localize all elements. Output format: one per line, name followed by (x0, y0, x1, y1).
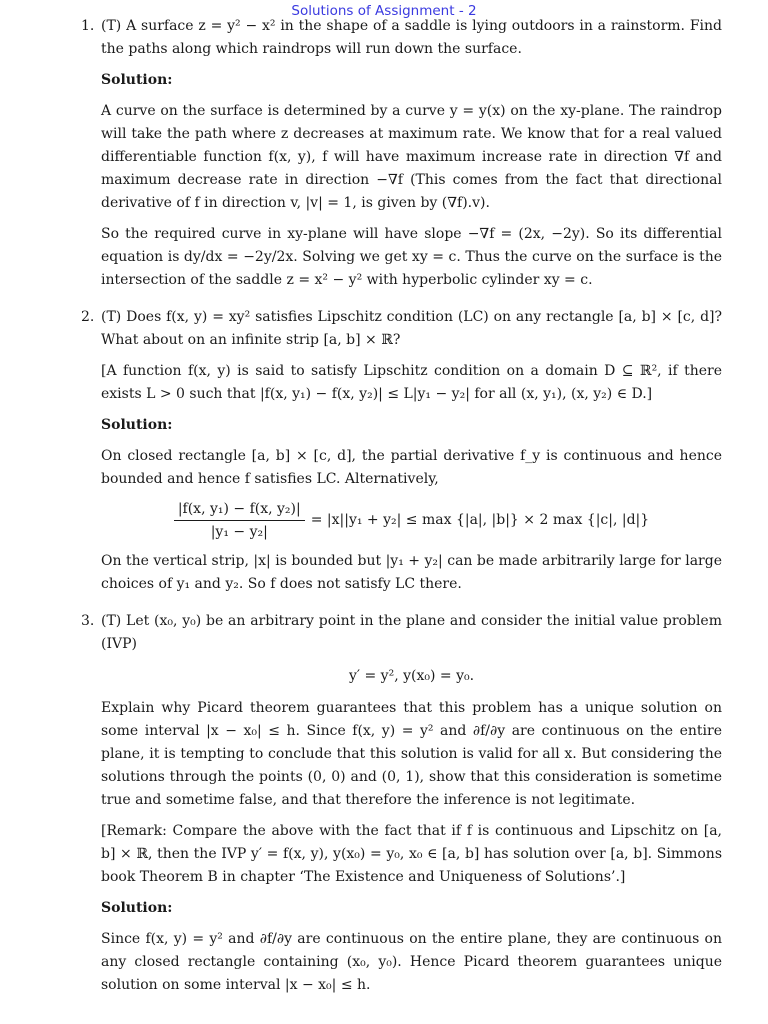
remark-note: [Remark: Compare the above with the fact that if f is continuous and Lipschitz on [a, b] × ℝ, then the IVP y′ = f(x, y), y(x₀) = y₀, x₀ ∈ [a, b] has solution over [a, b]. Simmons book Theorem B in chapter ‘The Existence and Uniqueness of Solutions’.] (101, 823, 722, 885)
problem-paragraph: Explain why Picard theorem guarantees that this problem has a unique solution on some interval |x − x₀| ≤ h. Since f(x, y) = y² and ∂f/∂y are continuous on the entire plane, it is tempting to conclude that this solution is valid for all x. But considering the solutions through the points (0, 0) and (0, 1), show that this consideration is sometime true and sometime false, and that therefore the inference is not legitimate. (101, 700, 722, 808)
solution-paragraph: On closed rectangle [a, b] × [c, d], the partial derivative f_y is continuous and hence bounded and hence f satisfies LC. Alternatively, (101, 448, 722, 487)
problem-1 (0, 15, 768, 292)
definition-note: [A function f(x, y) is said to satisfy Lipschitz condition on a domain D ⊆ ℝ², if there exists L > 0 such that |f(x, y₁) − f(x, y₂)| ≤ L|y₁ − y₂| for all (x, y₁), (x, y₂) ∈ D.] (101, 363, 722, 402)
problem-statement: (T) Let (x₀, y₀) be an arbitrary point in the plane and consider the initial value problem (IVP) (101, 613, 722, 652)
problem-number: 1. (81, 18, 95, 34)
solution-heading: Solution: (101, 417, 173, 433)
page-header-title: Solutions of Assignment - 2 (291, 3, 477, 19)
problem-3 (0, 610, 768, 997)
solution-paragraph: So the required curve in xy-plane will have slope −∇f = (2x, −2y). So its differential equation is dy/dx = −2y/2x. Solving we get xy = c. Thus the curve on the surface is the intersection of the saddle z = x² − y² with hyperbolic cylinder xy = c. (101, 226, 722, 288)
solution-paragraph: A curve on the surface is determined by a curve y = y(x) on the xy-plane. The raindrop will take the path where z decreases at maximum rate. We know that for a real valued differentiable function f(x, y), f will have maximum increase rate in direction ∇f and maximum decrease rate in direction −∇f (This comes from the fact that directional derivative of f in direction v, |v| = 1, is given by (∇f).v). (101, 103, 722, 211)
fraction (174, 500, 305, 541)
solution-heading: Solution: (101, 72, 173, 88)
fraction-denominator: |y₁ − y₂| (210, 524, 268, 540)
display-equation: y′ = y², y(x₀) = y₀. (348, 668, 475, 684)
solution-paragraph: Since f(x, y) = y² and ∂f/∂y are continuous on the entire plane, they are continuous on any closed rectangle containing (x₀, y₀). Hence Picard theorem guarantees unique solution on some interval |x − x₀| ≤ h. (101, 931, 722, 993)
problem-number: 2. (81, 309, 95, 325)
problem-2 (0, 306, 768, 596)
solution-heading: Solution: (101, 900, 173, 916)
display-equation (101, 500, 722, 541)
problem-statement: (T) A surface z = y² − x² in the shape of a saddle is lying outdoors in a rainstorm. Find the paths along which raindrops will run down the surface. (101, 18, 722, 57)
equation-rhs: = |x||y₁ + y₂| ≤ max {|a|, |b|} × 2 max {|c|, |d|} (310, 512, 650, 528)
solution-paragraph: On the vertical strip, |x| is bounded but |y₁ + y₂| can be made arbitrarily large for large choices of y₁ and y₂. So f does not satisfy LC there. (101, 553, 722, 592)
fraction-numerator: |f(x, y₁) − f(x, y₂)| (174, 500, 305, 521)
problem-number: 3. (81, 613, 95, 629)
document-body (0, 15, 768, 997)
problem-statement: (T) Does f(x, y) = xy² satisfies Lipschitz condition (LC) on any rectangle [a, b] × [c, d]? What about on an infinite strip [a, b] × ℝ? (101, 309, 722, 348)
